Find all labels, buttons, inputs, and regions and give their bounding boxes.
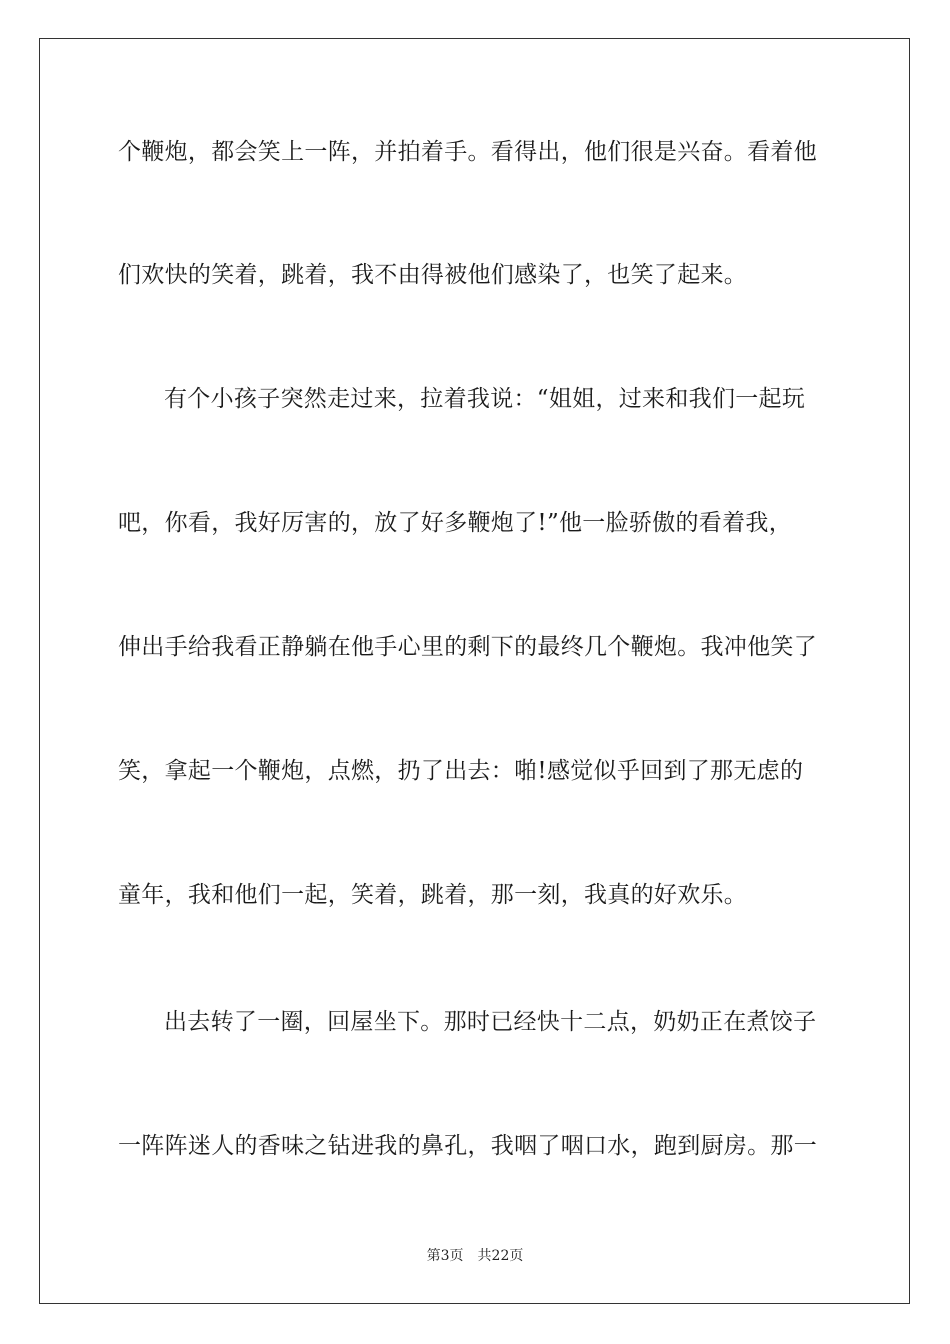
text-line: 一阵阵迷人的香味之钻进我的鼻孔，我咽了咽口水，跑到厨房。那一	[118, 1133, 817, 1159]
paragraph-first-line: 有个小孩子突然走过来，拉着我说：“姐姐，过来和我们一起玩	[164, 386, 806, 412]
text-line: 个鞭炮，都会笑上一阵，并拍着手。看得出，他们很是兴奋。看着他	[118, 139, 817, 165]
page-footer	[0, 1247, 950, 1265]
page-total: 共22页	[477, 1248, 524, 1264]
page-number: 第3页	[426, 1248, 464, 1264]
paragraph-first-line: 出去转了一圈，回屋坐下。那时已经快十二点，奶奶正在煮饺子	[164, 1009, 817, 1035]
text-line: 童年，我和他们一起，笑着，跳着，那一刻，我真的好欢乐。	[118, 882, 748, 908]
page-border	[39, 38, 910, 1304]
text-line: 伸出手给我看正静躺在他手心里的剩下的最终几个鞭炮。我冲他笑了	[118, 634, 817, 660]
text-line: 吧，你看，我好厉害的，放了好多鞭炮了!”他一脸骄傲的看着我，	[118, 510, 793, 536]
text-line: 笑，拿起一个鞭炮，点燃，扔了出去：啪!感觉似乎回到了那无虑的	[118, 758, 804, 784]
text-line: 们欢快的笑着，跳着，我不由得被他们感染了，也笑了起来。	[118, 262, 748, 288]
